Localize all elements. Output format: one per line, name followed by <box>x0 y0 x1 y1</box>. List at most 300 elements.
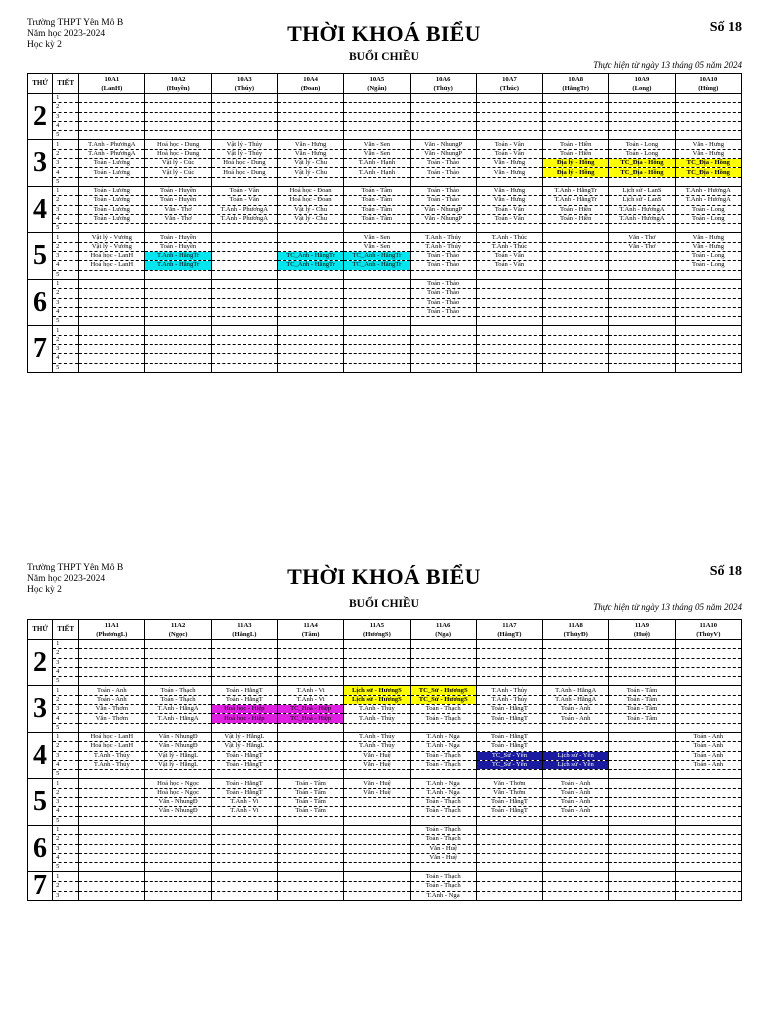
period-row <box>28 214 742 223</box>
schedule-cell <box>675 214 741 223</box>
lesson-entry: Toán - Anh <box>693 751 724 759</box>
schedule-cell <box>211 363 277 372</box>
school-year: Năm học 2023-2024 <box>27 29 106 39</box>
period-number: 2 <box>53 882 79 892</box>
schedule-cell <box>145 196 211 205</box>
schedule-cell <box>609 326 675 335</box>
schedule-cell <box>609 844 675 853</box>
lesson-entry: T.Anh - Nga <box>426 742 460 750</box>
schedule-cell <box>211 825 277 834</box>
schedule-cell <box>211 760 277 769</box>
schedule-cell <box>543 354 609 363</box>
schedule-cell <box>344 770 410 779</box>
schedule-cell <box>278 112 344 121</box>
day-label: 4 <box>28 186 53 232</box>
schedule-cell <box>211 667 277 676</box>
schedule-cell <box>609 186 675 195</box>
schedule-cell <box>609 131 675 140</box>
period-row <box>28 788 742 797</box>
schedule-cell <box>278 677 344 686</box>
schedule-cell <box>675 233 741 242</box>
lesson-entry: TC_Sử - Yên <box>491 761 528 768</box>
lesson-entry: Hoá học - LanH <box>90 733 134 741</box>
period-row <box>28 121 742 130</box>
lesson-entry: Toán - HằngT <box>225 788 263 796</box>
schedule-cell <box>344 732 410 741</box>
schedule-cell <box>609 891 675 901</box>
schedule-cell <box>410 872 476 882</box>
schedule-cell <box>609 872 675 882</box>
schedule-cell <box>476 779 542 788</box>
schedule-cell <box>476 326 542 335</box>
schedule-cell <box>609 695 675 704</box>
schedule-cell <box>344 863 410 872</box>
schedule-cell <box>476 298 542 307</box>
schedule-cell <box>543 103 609 112</box>
schedule-cell <box>79 354 145 363</box>
lesson-entry: TC_Hoá - Hiệp <box>290 705 332 713</box>
period-number: 1 <box>53 233 79 242</box>
schedule-cell <box>211 279 277 288</box>
schedule-cell <box>211 882 277 892</box>
lesson-entry: Toán - Lương <box>93 168 130 176</box>
schedule-cell <box>79 658 145 667</box>
lesson-entry: Văn - Thơ <box>164 205 192 213</box>
schedule-cell <box>476 317 542 326</box>
schedule-cell <box>344 714 410 723</box>
schedule-cell <box>79 779 145 788</box>
schedule-cell <box>344 705 410 714</box>
period-row <box>28 94 742 103</box>
schedule-cell <box>476 667 542 676</box>
schedule-cell <box>543 816 609 825</box>
schedule-cell <box>79 186 145 195</box>
schedule-cell <box>278 779 344 788</box>
schedule-cell <box>211 853 277 862</box>
lesson-entry: Toán - Lương <box>93 196 130 204</box>
schedule-cell <box>79 835 145 844</box>
lesson-entry: Toán - HằngT <box>490 733 528 741</box>
class-name: 11A10 <box>699 621 718 629</box>
period-number: 5 <box>53 677 79 686</box>
schedule-cell <box>145 279 211 288</box>
schedule-cell <box>675 872 741 882</box>
schedule-cell <box>344 779 410 788</box>
period-row <box>28 844 742 853</box>
period-number: 2 <box>53 103 79 112</box>
class-header <box>543 620 609 640</box>
schedule-cell <box>79 891 145 901</box>
lesson-entry: T.Anh - Nga <box>426 892 460 900</box>
period-number: 3 <box>53 112 79 121</box>
schedule-cell <box>344 103 410 112</box>
day-label: 6 <box>28 279 53 325</box>
schedule-cell <box>278 723 344 732</box>
schedule-cell <box>211 816 277 825</box>
schedule-cell <box>278 131 344 140</box>
schedule-cell <box>410 94 476 103</box>
schedule-cell <box>211 270 277 279</box>
schedule-cell <box>543 131 609 140</box>
period-row <box>28 354 742 363</box>
lesson-entry: Toán - Huyền <box>160 233 197 241</box>
class-teacher: (Ngân) <box>367 84 387 92</box>
period-row <box>28 298 742 307</box>
period-number: 4 <box>53 667 79 676</box>
schedule-cell <box>344 252 410 261</box>
schedule-cell <box>79 131 145 140</box>
schedule-cell <box>675 882 741 892</box>
day-label: 7 <box>28 872 53 901</box>
schedule-cell <box>543 779 609 788</box>
schedule-cell <box>79 121 145 130</box>
class-name: 11A1 <box>104 621 119 629</box>
schedule-cell <box>344 807 410 816</box>
schedule-cell <box>410 168 476 177</box>
period-row <box>28 751 742 760</box>
period-row <box>28 835 742 844</box>
period-number: 1 <box>53 94 79 103</box>
schedule-cell <box>675 186 741 195</box>
schedule-cell <box>211 335 277 344</box>
schedule-cell <box>410 335 476 344</box>
schedule-cell <box>278 825 344 834</box>
schedule-cell <box>410 742 476 751</box>
lesson-entry: Văn - Sen <box>363 140 391 148</box>
lesson-entry: T.Anh - Thủy <box>93 761 130 768</box>
schedule-cell <box>278 891 344 901</box>
schedule-cell <box>211 140 277 149</box>
schedule-cell <box>278 186 344 195</box>
schedule-cell <box>609 233 675 242</box>
lesson-entry: Văn - Hưng <box>493 159 526 167</box>
schedule-cell <box>344 224 410 233</box>
schedule-cell <box>410 677 476 686</box>
day-label: 7 <box>28 326 53 372</box>
schedule-cell <box>278 695 344 704</box>
lesson-entry: Toán - Thạch <box>425 826 461 834</box>
class-name: 11A2 <box>170 621 186 629</box>
lesson-entry: Văn - Sen <box>363 233 391 241</box>
schedule-cell <box>476 103 542 112</box>
schedule-cell <box>145 177 211 186</box>
lesson-entry: T.Anh - Thủy <box>491 695 528 703</box>
lesson-entry: T.Anh - PhươngA <box>88 140 136 148</box>
schedule-cell <box>278 289 344 298</box>
lesson-entry: T.Anh - Vi <box>230 807 259 815</box>
schedule-cell <box>609 779 675 788</box>
schedule-cell <box>609 289 675 298</box>
period-number: 2 <box>53 742 79 751</box>
lesson-entry: Văn - NhungP <box>424 215 463 222</box>
schedule-cell <box>543 177 609 186</box>
period-number: 1 <box>53 732 79 741</box>
schedule-cell <box>476 723 542 732</box>
schedule-cell <box>344 121 410 130</box>
effective-date: Thực hiện từ ngày 13 tháng 05 năm 2024 <box>593 60 742 70</box>
schedule-cell <box>79 270 145 279</box>
schedule-cell <box>476 770 542 779</box>
period-row <box>28 807 742 816</box>
lesson-entry: T.Anh - HươngA <box>619 215 665 222</box>
schedule-cell <box>543 335 609 344</box>
schedule-cell <box>79 882 145 892</box>
period-row <box>28 196 742 205</box>
class-teacher: (Nga) <box>435 630 452 638</box>
schedule-cell <box>79 363 145 372</box>
period-number: 4 <box>53 714 79 723</box>
schedule-cell <box>211 224 277 233</box>
day-label: 3 <box>28 686 53 732</box>
schedule-cell <box>675 270 741 279</box>
schedule-cell <box>675 770 741 779</box>
schedule-cell <box>675 686 741 695</box>
schedule-cell <box>543 224 609 233</box>
period-row <box>28 307 742 316</box>
lesson-entry: Toán - Tâm <box>361 187 393 195</box>
schedule-cell <box>543 233 609 242</box>
schedule-cell <box>675 835 741 844</box>
schedule-cell <box>145 94 211 103</box>
lesson-entry: T.Anh - HằngTr <box>156 252 200 260</box>
schedule-cell <box>675 345 741 354</box>
schedule-cell <box>543 705 609 714</box>
schedule-cell <box>145 798 211 807</box>
schedule-cell <box>145 224 211 233</box>
class-header <box>145 74 211 94</box>
lesson-entry: T.Anh - HằngTr <box>554 196 597 204</box>
schedule-cell <box>211 298 277 307</box>
column-header-tiet: TIẾT <box>53 620 79 640</box>
school-year: Năm học 2023-2024 <box>27 574 106 584</box>
period-number: 2 <box>53 196 79 205</box>
lesson-entry: Lịch sử - HươngS <box>351 695 402 703</box>
lesson-entry: Toán - Long <box>625 140 659 148</box>
schedule-cell <box>543 363 609 372</box>
schedule-cell <box>145 714 211 723</box>
schedule-cell <box>675 289 741 298</box>
schedule-cell <box>145 149 211 158</box>
schedule-cell <box>145 298 211 307</box>
lesson-entry: Toán - Vân <box>494 205 525 213</box>
schedule-cell <box>278 205 344 214</box>
schedule-cell <box>609 658 675 667</box>
schedule-cell <box>476 196 542 205</box>
schedule-cell <box>278 307 344 316</box>
period-number: 1 <box>53 686 79 695</box>
schedule-cell <box>675 307 741 316</box>
class-header <box>675 74 741 94</box>
schedule-cell <box>476 159 542 168</box>
lesson-entry: Văn - NhungĐ <box>158 798 198 806</box>
lesson-entry: T.Anh - Thúc <box>491 233 528 241</box>
period-number: 5 <box>53 177 79 186</box>
schedule-cell <box>476 177 542 186</box>
schedule-cell <box>675 298 741 307</box>
lesson-entry: Văn - Sen <box>363 149 391 157</box>
schedule-cell <box>675 853 741 862</box>
lesson-entry: Toán - HằngT <box>225 751 263 759</box>
schedule-cell <box>609 270 675 279</box>
period-row <box>28 705 742 714</box>
lesson-entry: Văn - Huệ <box>363 788 391 796</box>
lesson-entry: Toán - Thạch <box>425 835 461 843</box>
schedule-cell <box>410 658 476 667</box>
period-row <box>28 159 742 168</box>
schedule-cell <box>410 835 476 844</box>
schedule-cell <box>410 695 476 704</box>
lesson-entry: Toán - Anh <box>560 807 591 815</box>
schedule-cell <box>609 177 675 186</box>
timetable-grid <box>27 73 742 373</box>
schedule-cell <box>278 751 344 760</box>
class-teacher: (Hùng) <box>698 84 719 92</box>
schedule-cell <box>278 214 344 223</box>
page-title: THỜI KHOÁ BIỂU <box>287 564 481 589</box>
schedule-cell <box>675 112 741 121</box>
schedule-cell <box>476 279 542 288</box>
schedule-cell <box>476 825 542 834</box>
lesson-entry: Vật lý - Chu <box>294 205 328 213</box>
class-name: 11A8 <box>568 621 583 629</box>
schedule-cell <box>211 177 277 186</box>
period-row <box>28 686 742 695</box>
schedule-cell <box>79 168 145 177</box>
period-row <box>28 779 742 788</box>
schedule-cell <box>410 825 476 834</box>
schedule-cell <box>543 640 609 649</box>
schedule-cell <box>344 667 410 676</box>
schedule-cell <box>675 695 741 704</box>
schedule-cell <box>675 252 741 261</box>
period-row <box>28 695 742 704</box>
schedule-cell <box>278 149 344 158</box>
schedule-cell <box>278 844 344 853</box>
schedule-cell <box>344 882 410 892</box>
schedule-cell <box>410 307 476 316</box>
lesson-entry: Toán - Anh <box>560 798 591 806</box>
schedule-cell <box>278 121 344 130</box>
class-header <box>609 620 675 640</box>
schedule-cell <box>410 779 476 788</box>
header-row <box>28 74 742 94</box>
schedule-cell <box>476 835 542 844</box>
period-number: 1 <box>53 326 79 335</box>
schedule-cell <box>211 159 277 168</box>
lesson-entry: Vật lý - HằngL <box>224 733 265 741</box>
lesson-entry: Toán - HằngT <box>225 686 263 694</box>
schedule-cell <box>410 844 476 853</box>
schedule-cell <box>675 807 741 816</box>
period-row <box>28 335 742 344</box>
schedule-cell <box>278 760 344 769</box>
schedule-cell <box>211 149 277 158</box>
period-number: 3 <box>53 298 79 307</box>
period-number: 1 <box>53 279 79 288</box>
schedule-cell <box>145 677 211 686</box>
lesson-entry: Văn - Hưng <box>692 149 724 157</box>
schedule-cell <box>344 872 410 882</box>
schedule-cell <box>211 307 277 316</box>
schedule-cell <box>278 270 344 279</box>
schedule-cell <box>211 695 277 704</box>
schedule-cell <box>211 732 277 741</box>
schedule-cell <box>675 279 741 288</box>
timetable-grid <box>27 619 742 901</box>
schedule-cell <box>476 307 542 316</box>
schedule-cell <box>476 640 542 649</box>
schedule-cell <box>79 863 145 872</box>
lesson-entry: Toán - Tâm <box>626 705 658 713</box>
period-number: 3 <box>53 705 79 714</box>
schedule-cell <box>675 816 741 825</box>
schedule-cell <box>344 891 410 901</box>
lesson-entry: Lịch sử - Yên <box>557 751 594 759</box>
lesson-entry: TC_Hoá - Hiệp <box>290 714 332 722</box>
schedule-cell <box>211 345 277 354</box>
schedule-cell <box>211 214 277 223</box>
period-number: 3 <box>53 345 79 354</box>
schedule-cell <box>344 112 410 121</box>
schedule-cell <box>609 298 675 307</box>
lesson-entry: Toán - Lương <box>93 205 130 213</box>
class-teacher: (Thúy) <box>234 84 255 92</box>
schedule-cell <box>543 825 609 834</box>
schedule-cell <box>211 196 277 205</box>
lesson-entry: Toán - Thạch <box>425 872 461 880</box>
schedule-cell <box>278 788 344 797</box>
schedule-cell <box>344 853 410 862</box>
schedule-cell <box>344 279 410 288</box>
schedule-cell <box>543 658 609 667</box>
lesson-entry: Toán - Vân <box>494 261 525 269</box>
schedule-cell <box>543 788 609 797</box>
schedule-cell <box>278 168 344 177</box>
lesson-entry: T.Anh - HằngA <box>157 705 199 713</box>
schedule-cell <box>410 112 476 121</box>
schedule-cell <box>79 224 145 233</box>
lesson-entry: Lịch sử - LanS <box>622 196 662 204</box>
lesson-entry: T.Anh - HằngA <box>555 686 597 694</box>
lesson-entry: Toán - Thạch <box>425 705 461 713</box>
schedule-cell <box>211 649 277 658</box>
schedule-cell <box>79 233 145 242</box>
schedule-cell <box>79 844 145 853</box>
schedule-cell <box>609 242 675 251</box>
schedule-cell <box>476 140 542 149</box>
schedule-cell <box>410 667 476 676</box>
lesson-entry: Vật lý - Vương <box>91 233 132 241</box>
period-row <box>28 205 742 214</box>
schedule-number: Số 18 <box>709 20 742 35</box>
schedule-cell <box>476 732 542 741</box>
schedule-cell <box>344 751 410 760</box>
lesson-entry: Toán - Lương <box>93 159 130 167</box>
lesson-entry: Toán - HằngT <box>490 742 528 750</box>
class-header <box>609 74 675 94</box>
schedule-cell <box>145 252 211 261</box>
schedule-cell <box>410 853 476 862</box>
schedule-cell <box>278 640 344 649</box>
schedule-cell <box>410 798 476 807</box>
period-row <box>28 363 742 372</box>
schedule-cell <box>278 667 344 676</box>
schedule-cell <box>675 131 741 140</box>
lesson-entry: T.Anh - Thúy <box>425 233 462 241</box>
lesson-entry: Văn - Huệ <box>363 779 391 787</box>
class-name: 10A4 <box>303 75 318 83</box>
lesson-entry: Văn - NhungP <box>424 140 463 148</box>
